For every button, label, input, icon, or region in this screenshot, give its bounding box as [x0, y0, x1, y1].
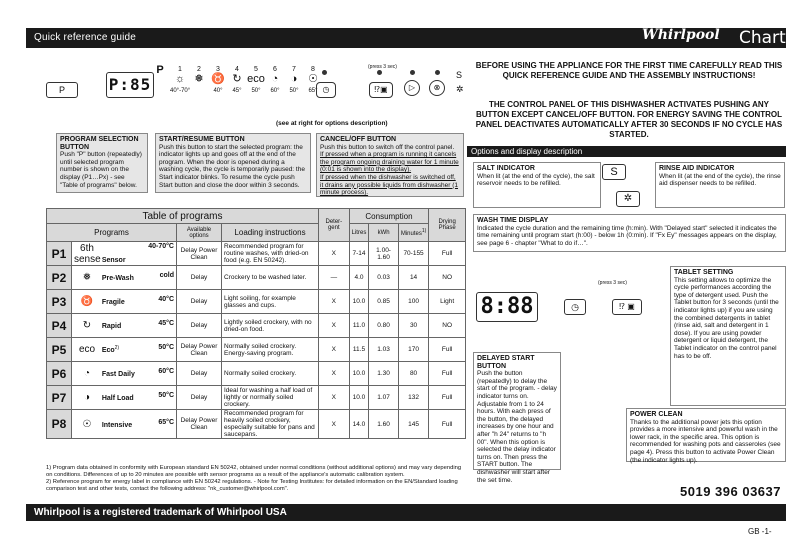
- panel-program-6: [265, 66, 285, 94]
- consumption-header: Consumption: [349, 209, 429, 224]
- program-detergent: —: [319, 266, 350, 290]
- program-selection-body: Push "P" button (repeatedly) until selected program number is shown on the display (P1…Px) - see "Table of programs" below.: [60, 151, 142, 189]
- program-options: Delay: [177, 386, 222, 410]
- kwh-header: kWh: [369, 224, 399, 242]
- program-options: Delay Power Clean: [177, 410, 222, 439]
- program-drying: Full: [429, 242, 466, 266]
- program-kwh: 1.00-1.60: [369, 242, 399, 266]
- rinse-body: When lit (at the end of the cycle), the rinse aid dispenser needs to be refilled.: [659, 172, 781, 188]
- panel-program-temp: 40°-70°: [170, 88, 191, 94]
- tablet-annotation: [670, 266, 786, 406]
- program-litres: 10.0: [349, 362, 369, 386]
- program-litres: 11.5: [349, 338, 369, 362]
- panel-program-temp: 50°: [289, 88, 299, 94]
- cancel-off-body2: If pressed when a program is running it cancels the program ongoing draining water for 1 minute (0:01 is shown into the display).: [320, 151, 459, 174]
- panel-program-temp: 40°: [213, 88, 223, 94]
- program-drying: Full: [429, 362, 466, 386]
- program-name-sup: 2): [114, 344, 120, 351]
- program-detergent: X: [319, 386, 350, 410]
- available-options-header: Available options: [177, 224, 222, 242]
- program-loading: Lightly soiled crockery, with no dried-on food.: [222, 314, 319, 338]
- program-name: Rapid: [101, 323, 122, 330]
- program-drying: Light: [429, 290, 466, 314]
- litres-header: Litres: [349, 224, 369, 242]
- program-cell: [72, 362, 177, 386]
- program-temp: cold: [159, 272, 174, 279]
- loading-header: Loading instructions: [222, 224, 319, 242]
- start-resume-annotation: [155, 133, 311, 193]
- program-drying: Full: [429, 410, 466, 439]
- program-detergent: X: [319, 290, 350, 314]
- p-button[interactable]: P: [46, 82, 78, 98]
- program-minutes: 100: [398, 290, 428, 314]
- program-options: Delay: [177, 266, 222, 290]
- program-options: Delay: [177, 314, 222, 338]
- program-temp: 40-70°C: [148, 242, 174, 250]
- panel-program-number: 1: [178, 66, 182, 73]
- program-loading: Ideal for washing a half load of lightly or normally soiled crockery.: [222, 386, 319, 410]
- tablet-title: TABLET SETTING: [674, 269, 734, 276]
- program-icon: ↻: [82, 320, 92, 331]
- panel-program-temp: 65°: [308, 88, 318, 94]
- salt-title: SALT INDICATOR: [477, 165, 535, 172]
- table-row: [47, 362, 466, 386]
- header-bar: [26, 28, 786, 48]
- program-name: Half Load: [101, 395, 134, 402]
- program-kwh: 1.60: [369, 410, 399, 439]
- footer-text: Whirlpool is a registered trademark of Whirlpool USA: [34, 507, 287, 518]
- tablet-body: This setting allows to optimize the cycle performances according the type of detergent used. Push the Tablet button for 3 seconds (until the indicator lights up) if you are using the combined detergents in tablet (rinse aid, salt and detergent in 1 dose). If you are using powder detergent or liquid detergent, the Tablet indicator on the control panel has to be off.: [674, 276, 779, 360]
- start-resume-body: Push this button to start the selected program: the indicator lights up and goes off at the end of the program. When the door is opened during a washing cycle, the cycle is temporarily paused: the Start indicator blinks. To resume the cycle push Start button and close the door within 3 seconds.: [159, 143, 305, 189]
- program-loading: Normally soiled crockery.: [222, 362, 319, 386]
- panel-program-3: [208, 66, 228, 94]
- program-temp: 65°C: [158, 418, 174, 426]
- program-minutes: 170: [398, 338, 428, 362]
- program-minutes: 145: [398, 410, 428, 439]
- table-row: [47, 338, 466, 362]
- program-name: Sensor: [101, 256, 126, 264]
- program-name: Fragile: [101, 299, 125, 306]
- program-detergent: X: [319, 314, 350, 338]
- program-icon: ◑: [83, 392, 91, 403]
- program-name: Eco: [101, 347, 115, 354]
- program-display: P:85: [106, 72, 154, 98]
- start-resume-title: START/RESUME BUTTON: [159, 136, 245, 143]
- press-label: (press 3 sec): [368, 64, 397, 70]
- drying-header: Drying Phase: [429, 209, 466, 242]
- panel-program-icon: ◔: [271, 73, 279, 85]
- program-cell: [72, 290, 177, 314]
- program-id: P6: [47, 362, 72, 386]
- program-icon: ♉: [80, 296, 94, 307]
- page-number: GB -1-: [748, 527, 772, 536]
- program-id: P1: [47, 242, 72, 266]
- cancel-lamp: [435, 70, 440, 75]
- salt-annotation: [473, 162, 601, 208]
- cancel-off-body3: If pressed when the dishwasher is switched off, it drains any possible liquids from dishwasher (1 minute process).: [320, 173, 459, 197]
- time-display: 8:88: [476, 292, 538, 322]
- program-kwh: 0.85: [369, 290, 399, 314]
- panel-program-icon: ↻: [232, 73, 242, 85]
- program-litres: 14.0: [349, 410, 369, 439]
- footnote-1: 1) Program data obtained in conformity with European standard EN 50242, obtained under normal conditions (without additional options) and may vary depending on conditions. Differences of up to 20 minutes are possible with sensor programs as a result of the appliance's automatic calibration system.: [46, 465, 462, 478]
- program-id: P2: [47, 266, 72, 290]
- panel-program-temp: 50°: [251, 88, 261, 94]
- tablet-lamp: [377, 70, 382, 75]
- wash-time-title: WASH TIME DISPLAY: [477, 217, 549, 224]
- program-loading: Crockery to be washed later.: [222, 266, 319, 290]
- program-litres: 10.0: [349, 386, 369, 410]
- panel-program-number: 3: [216, 66, 220, 73]
- program-loading: Recommended program for heavily soiled crockery, especially suitable for pans and saucepans.: [222, 410, 319, 439]
- program-litres: 10.0: [349, 290, 369, 314]
- program-loading: Normally soiled crockery. Energy-saving program.: [222, 338, 319, 362]
- program-drying: Full: [429, 338, 466, 362]
- program-detergent: X: [319, 338, 350, 362]
- program-loading: Recommended program for routine washes, with dried-on food (e.g. EN 50242).: [222, 242, 319, 266]
- document-code: 5019 396 03637: [680, 484, 781, 499]
- program-drying: NO: [429, 266, 466, 290]
- program-litres: 11.0: [349, 314, 369, 338]
- program-loading: Light soiling, for example glasses and cups.: [222, 290, 319, 314]
- panel-program-number: 7: [292, 66, 296, 73]
- wash-time-annotation: [473, 214, 786, 252]
- program-kwh: 0.80: [369, 314, 399, 338]
- panel-program-icon: ◑: [290, 73, 298, 85]
- panel-program-number: 2: [197, 66, 201, 73]
- cancel-button[interactable]: ⊗: [429, 80, 445, 96]
- program-id: P4: [47, 314, 72, 338]
- programs-header: Programs: [47, 224, 177, 242]
- program-minutes: 132: [398, 386, 428, 410]
- program-icon: ☉: [82, 418, 92, 430]
- salt-rinse-icons: S ✲: [456, 70, 464, 94]
- panel-program-number: 6: [273, 66, 277, 73]
- panel-program-icon: ❅: [194, 73, 204, 85]
- table-row: [47, 242, 466, 266]
- program-id: P7: [47, 386, 72, 410]
- warning-control-panel: THE CONTROL PANEL OF THIS DISHWASHER ACTIVATES PUSHING ANY BUTTON EXCEPT CANCEL/OFF BUTTON. FOR ENERGY SAVING THE CONTROL PANEL DEACTIVATES AUTOMATICALLY AFTER 30 SECONDS IF NO CYCLE HAS STARTED.: [475, 100, 783, 139]
- program-name: Intensive: [101, 421, 133, 429]
- table-title: Table of programs: [47, 209, 319, 224]
- program-name: Fast Daily: [101, 371, 135, 378]
- minutes-sup: 1): [421, 228, 427, 234]
- program-options: Delay Power Clean: [177, 242, 222, 266]
- panel-program-5: [246, 66, 266, 94]
- options-section-title: Options and display description: [471, 147, 583, 156]
- program-minutes: 30: [398, 314, 428, 338]
- program-name: Pre-Wash: [101, 275, 134, 282]
- panel-program-icon: ☉: [308, 73, 318, 85]
- panel-program-number: 8: [311, 66, 315, 73]
- panel-program-temp: 60°: [270, 88, 280, 94]
- table-row: [47, 290, 466, 314]
- p-label: P: [156, 64, 164, 76]
- program-cell: [72, 314, 177, 338]
- program-temp: 50°C: [158, 392, 174, 399]
- start-lamp: [410, 70, 415, 75]
- power-clean-title: POWER CLEAN: [630, 411, 683, 418]
- control-panel: [26, 58, 462, 118]
- program-options: Delay: [177, 290, 222, 314]
- delay-lamp: [322, 70, 327, 75]
- detergent-header: Deter-gent: [319, 209, 350, 242]
- program-detergent: X: [319, 242, 350, 266]
- footnotes: [46, 465, 466, 493]
- program-cell: [72, 410, 177, 439]
- table-row: [47, 386, 466, 410]
- see-right-note: (see at right for options description): [276, 120, 388, 127]
- delay-button[interactable]: ◷: [316, 82, 336, 98]
- program-minutes: 70-155: [398, 242, 428, 266]
- minutes-label: Minutes: [400, 231, 422, 237]
- panel-program-icon: ☼: [174, 73, 186, 85]
- program-icon: ❅: [82, 272, 92, 283]
- start-button[interactable]: ▷: [404, 80, 420, 96]
- program-cell: [72, 266, 177, 290]
- program-selection-title: PROGRAM SELECTION BUTTON: [60, 136, 139, 151]
- tablet-button[interactable]: ⁉▣: [369, 82, 393, 98]
- table-row: [47, 266, 466, 290]
- program-table-body: [47, 242, 466, 439]
- program-drying: Full: [429, 386, 466, 410]
- header-title: Quick reference guide: [34, 32, 137, 43]
- table-row: [47, 314, 466, 338]
- chart-label: Chart: [739, 28, 786, 48]
- panel-program-4: [227, 66, 247, 94]
- program-cell: [72, 242, 177, 266]
- program-litres: 7-14: [349, 242, 369, 266]
- footer-bar: [26, 504, 786, 521]
- program-temp: 60°C: [158, 368, 174, 375]
- panel-program-icon: eco: [247, 73, 265, 85]
- program-minutes: 80: [398, 362, 428, 386]
- tablet-button-detail[interactable]: ⁉ ▣: [612, 299, 642, 315]
- program-kwh: 1.30: [369, 362, 399, 386]
- program-options: Delay: [177, 362, 222, 386]
- program-icon: ◔: [83, 368, 91, 379]
- delay-button-detail[interactable]: ◷: [564, 299, 586, 315]
- panel-program-icon: ♉: [211, 73, 225, 85]
- program-selection-annotation: [56, 133, 148, 193]
- program-icon: 6th sense: [74, 242, 101, 265]
- press3-label: (press 3 sec): [598, 280, 627, 286]
- delayed-start-annotation: [473, 352, 561, 484]
- program-cell: [72, 338, 177, 362]
- table-row: [47, 410, 466, 439]
- minutes-header: [398, 224, 428, 242]
- panel-program-number: 4: [235, 66, 239, 73]
- program-temp: 50°C: [158, 344, 174, 351]
- program-kwh: 1.03: [369, 338, 399, 362]
- power-clean-body: Thanks to the additional power jets this option provides a more intensive and powerful wash in the lower rack, in the specific area. This option is recommended for washing pots and casseroles (see page 4). Press this button to activate Power Clean (the indicator lights up).: [630, 418, 781, 464]
- delayed-title: DELAYED START BUTTON: [477, 355, 535, 370]
- program-detergent: X: [319, 362, 350, 386]
- options-section-header: [467, 146, 786, 157]
- salt-body: When lit (at the end of the cycle), the salt reservoir needs to be refilled.: [477, 172, 595, 188]
- program-detergent: X: [319, 410, 350, 439]
- cancel-off-annotation: [316, 133, 464, 197]
- program-id: P8: [47, 410, 72, 439]
- cancel-off-title: CANCEL/OFF BUTTON: [320, 136, 397, 143]
- program-litres: 4.0: [349, 266, 369, 290]
- rinse-aid-annotation: [655, 162, 785, 208]
- program-kwh: 0.03: [369, 266, 399, 290]
- salt-icon: S: [602, 164, 626, 180]
- program-id: P3: [47, 290, 72, 314]
- rinse-title: RINSE AID INDICATOR: [659, 165, 735, 172]
- program-id: P5: [47, 338, 72, 362]
- program-table: [46, 208, 466, 439]
- wash-time-body: Indicated the cycle duration and the remaining time (h:min). With "Delayed start" selected it indicates the time remaining until program start (h:00) - below 1h (0:min). If "Fx Ey" messages appears on the display, see page 6 - chapter "What to do if…".: [477, 224, 777, 247]
- program-icon: eco: [78, 344, 96, 355]
- program-options: Delay Power Clean: [177, 338, 222, 362]
- cancel-off-body: Push this button to switch off the control panel.: [320, 143, 455, 151]
- program-kwh: 1.07: [369, 386, 399, 410]
- brand-logo: Whirlpool: [642, 27, 720, 43]
- footnote-2: 2) Reference program for energy label in compliance with EN 50242 regulations. - Note for Testing Institutes: for detailed information on the EN/Standard loading comparison test and other tests, contact the following address: "nk_customer@whirlpool.com".: [46, 479, 458, 492]
- program-temp: 45°C: [158, 320, 174, 327]
- delayed-body: Push the button (repeatedly) to delay the start of the program. - delay indicator turns on. Adjustable from 1 to 24 hours. With each press of the button, the delayed increases by one hour and after "h 24" returns to "h 00". When this option is selected the delay indicator turns on. Then press the START button. The dishwasher will start after the set time.: [477, 370, 557, 484]
- panel-program-7: [284, 66, 304, 94]
- program-temp: 40°C: [158, 296, 174, 303]
- panel-program-temp: 45°: [232, 88, 242, 94]
- rinse-aid-icon: ✲: [616, 191, 640, 207]
- program-cell: [72, 386, 177, 410]
- power-clean-annotation: [626, 408, 786, 462]
- panel-program-2: [189, 66, 209, 88]
- panel-program-number: 5: [254, 66, 258, 73]
- program-drying: NO: [429, 314, 466, 338]
- program-minutes: 14: [398, 266, 428, 290]
- warning-first-use: BEFORE USING THE APPLIANCE FOR THE FIRST TIME CAREFULLY READ THIS QUICK REFERENCE GUIDE AND THE ASSEMBLY INSTRUCTIONS!: [475, 61, 783, 80]
- panel-program-1: [170, 66, 190, 94]
